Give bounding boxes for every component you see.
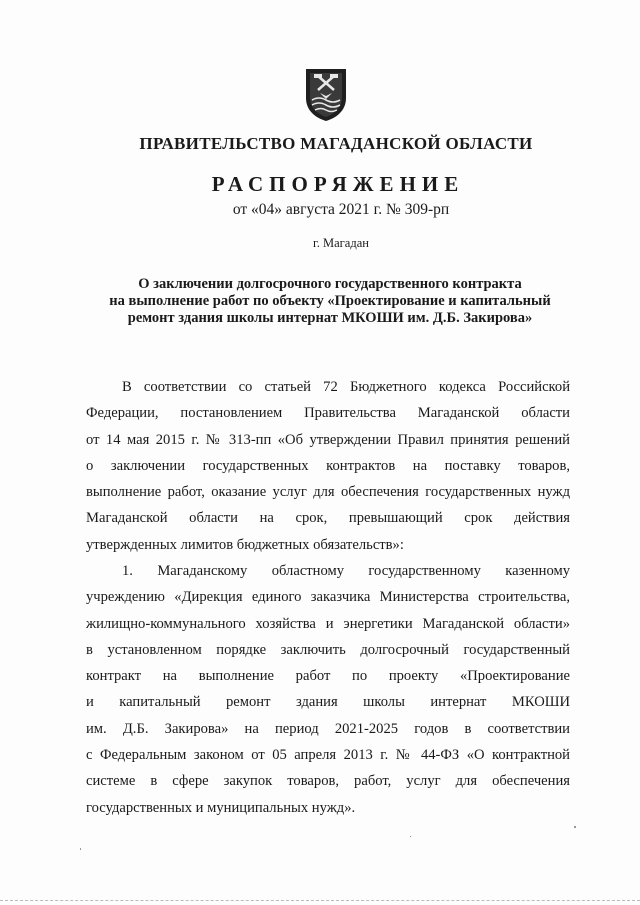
paragraph-line: контракт на выполнение работ по проекту «Проектирование <box>86 668 570 685</box>
paragraph-line: с Федеральным законом от 05 апреля 2013 г. № 44-ФЗ «О контрактной <box>86 747 570 764</box>
paragraph-line: от 14 мая 2015 г. № 313-пп «Об утверждении Правил принятия решений <box>86 431 570 448</box>
paragraph-line: и капитальный ремонт здания школы интернат МКОШИ <box>86 694 570 711</box>
paragraph-line: выполнение работ, оказание услуг для обеспечения государственных нужд <box>86 484 570 501</box>
subject-line: ремонт здания школы интернат МКОШИ им. Д.Б. Закирова» <box>127 310 533 326</box>
page-bottom-edge <box>0 900 640 902</box>
clause-1-paragraph <box>86 558 570 821</box>
document-subject <box>70 276 590 327</box>
document-city: г. Магадан <box>313 236 369 250</box>
scan-speck <box>80 848 81 850</box>
scan-speck <box>574 826 576 828</box>
document-type-title: РАСПОРЯЖЕНИЕ <box>211 172 465 196</box>
paragraph-line: Магаданской области на срок, превышающий срок действия <box>86 510 570 527</box>
paragraph-line: учреждению «Дирекция единого заказчика Министерства строительства, <box>86 589 570 606</box>
paragraph-line: Федерации, постановлением Правительства Магаданской области <box>86 405 570 422</box>
paragraph-line: утвержденных лимитов бюджетных обязательств»: <box>86 536 404 553</box>
subject-line: О заключении долгосрочного государственного контракта <box>138 276 522 292</box>
magadan-coat-of-arms-icon <box>302 66 350 122</box>
paragraph-line: системе в сфере закупок товаров, работ, услуг для обеспечения <box>86 773 570 790</box>
paragraph-line: В соответствии со статьей 72 Бюджетного кодекса Российской <box>122 379 570 395</box>
document-date-number: от «04» августа 2021 г. № 309-рп <box>232 201 450 218</box>
paragraph-line: о заключении государственных контрактов на поставку товаров, <box>86 457 570 474</box>
paragraph-line: 1. Магаданскому областному государственному казенному <box>122 563 570 579</box>
paragraph-line: государственных и муниципальных нужд». <box>86 799 356 816</box>
paragraph-line: в установленном порядке заключить долгосрочный государственный <box>86 641 570 658</box>
paragraph-line: им. Д.Б. Закирова» на период 2021-2025 годов в соответствии <box>86 720 570 737</box>
scan-speck <box>410 836 411 837</box>
preamble-paragraph <box>86 374 570 558</box>
subject-line: на выполнение работ по объекту «Проектирование и капитальный <box>109 293 551 309</box>
paragraph-line: жилищно-коммунального хозяйства и энергетики Магаданской области» <box>86 615 570 632</box>
government-title: ПРАВИТЕЛЬСТВО МАГАДАНСКОЙ ОБЛАСТИ <box>139 134 533 153</box>
